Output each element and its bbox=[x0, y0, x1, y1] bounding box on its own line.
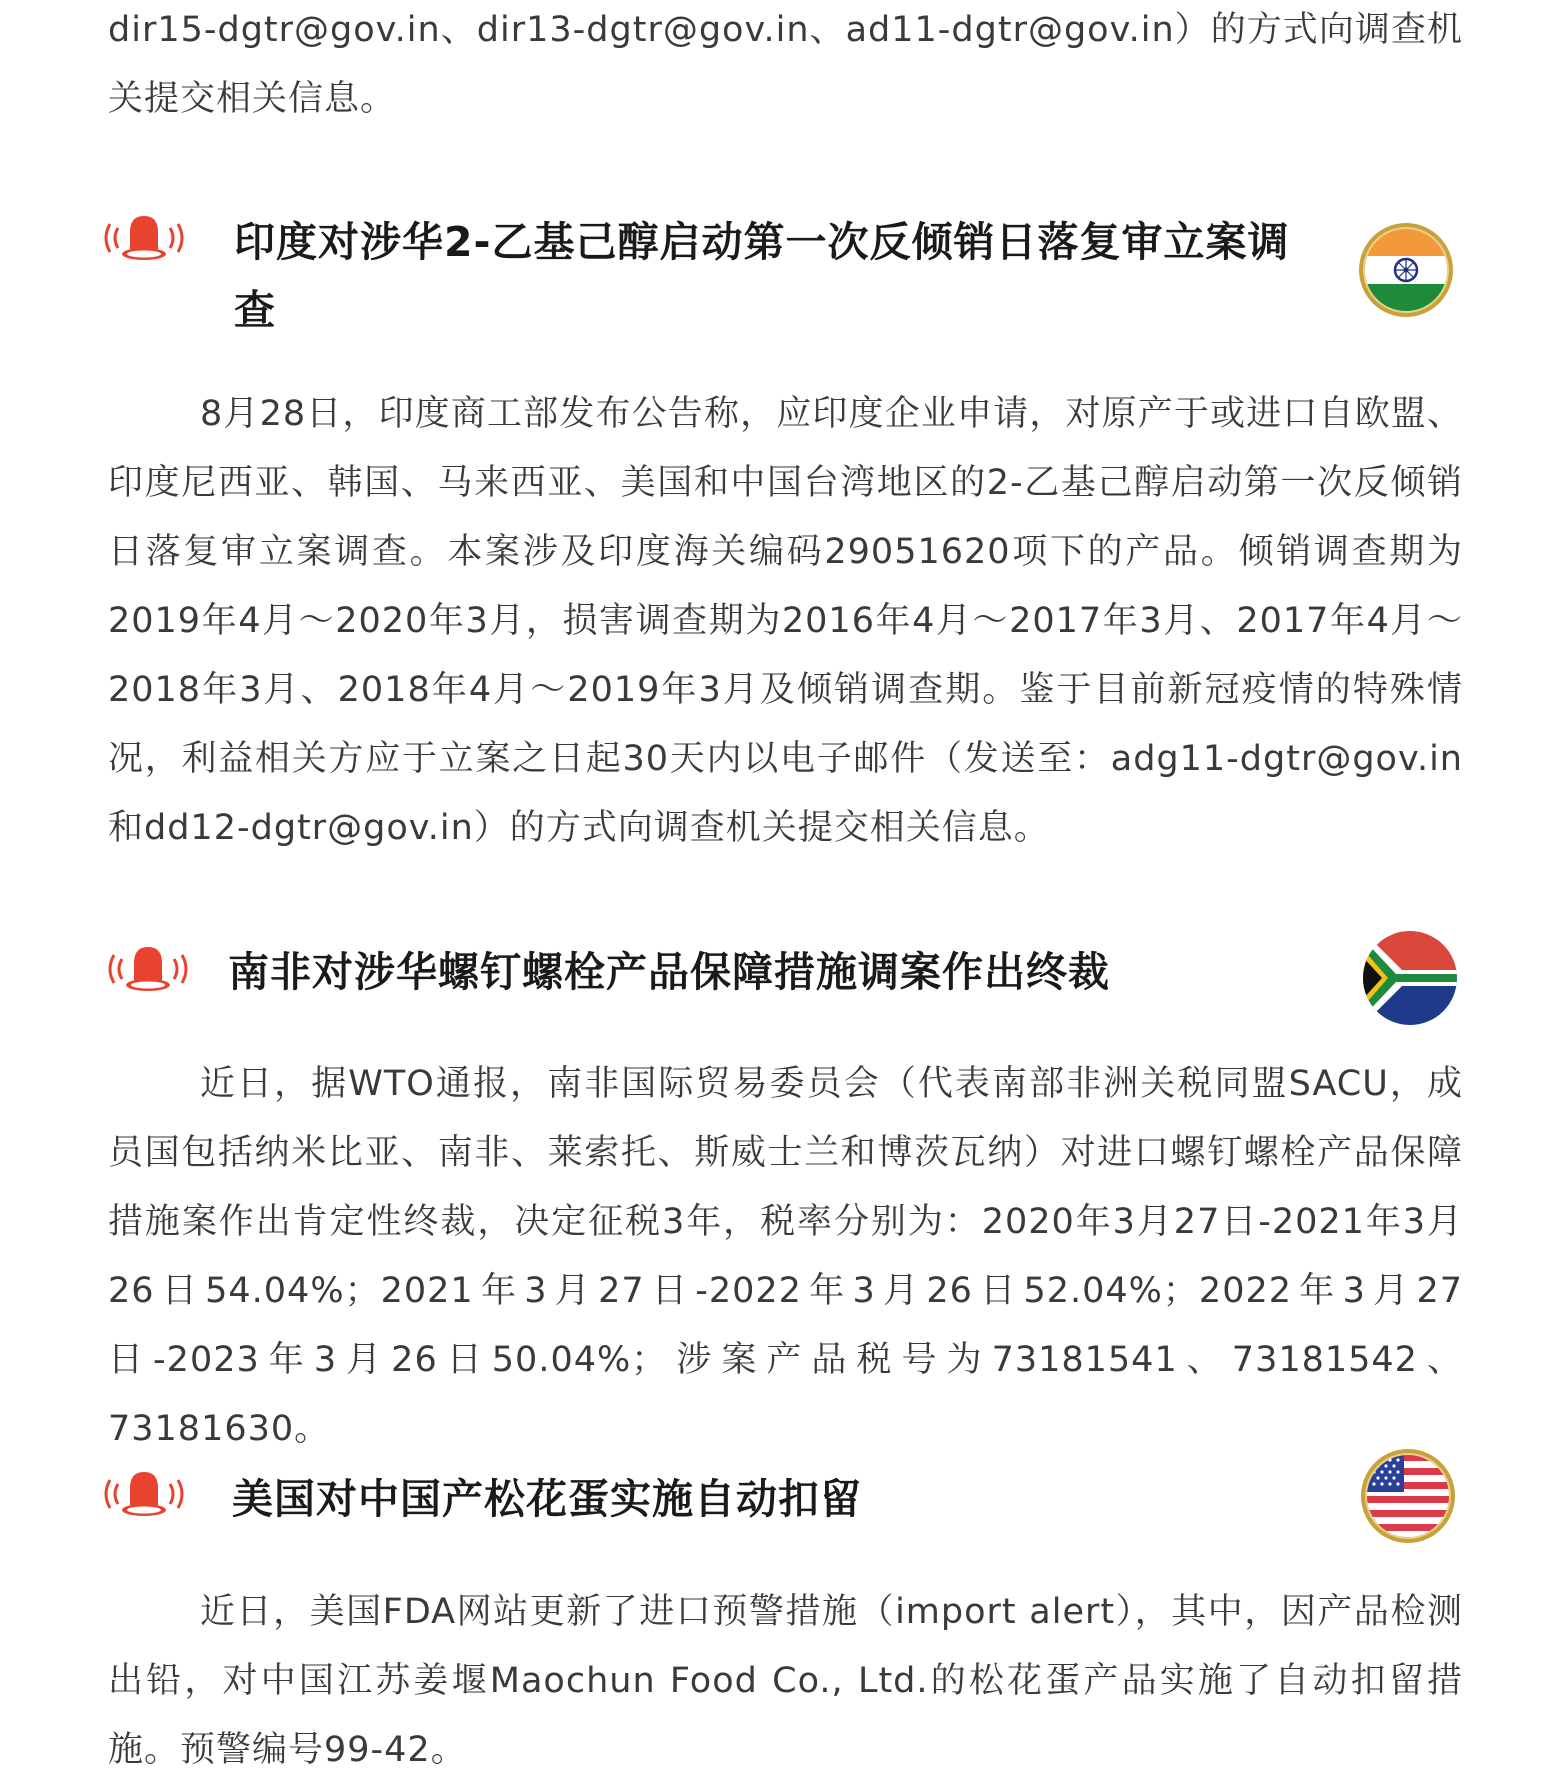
alarm-bell-icon bbox=[96, 1466, 192, 1522]
alarm-bell-icon bbox=[96, 210, 192, 266]
india-flag-icon bbox=[1358, 222, 1454, 318]
alarm-bell-icon bbox=[100, 941, 196, 997]
section-heading: 南非对涉华螺钉螺栓产品保障措施调案作出终裁 bbox=[228, 948, 1110, 996]
usa-flag-icon bbox=[1360, 1448, 1456, 1544]
intro-paragraph: dir15-dgtr@gov.in、dir13-dgtr@gov.in、ad11-dgtr@gov.in）的方式向调查机关提交相关信息。 bbox=[108, 10, 1463, 119]
section-heading: 印度对涉华2-乙基己醇启动第一次反倾销日落复审立案调查 bbox=[234, 218, 1290, 334]
section-heading: 美国对中国产松花蛋实施自动扣留 bbox=[232, 1475, 862, 1523]
south-africa-flag-icon bbox=[1362, 930, 1458, 1026]
section-body: 8月28日，印度商工部发布公告称，应印度企业申请，对原产于或进口自欧盟、印度尼西亚、韩国、马来西亚、美国和中国台湾地区的2-乙基己醇启动第一次反倾销日落复审立案调查。本案涉及印度海关编码29051620项下的产品。倾销调查期为2019年4月～2020年3月，损害调查期为2016年4月～2017年3月、2017年4月～2018年3月、2018年4月～2019年3月及倾销调查期。鉴于目前新冠疫情的特殊情况，利益相关方应于立案之日起30天内以电子邮件（发送至：adg11-dgtr@gov.in和dd12-dgtr@gov.in）的方式向调查机关提交相关信息。 bbox=[108, 394, 1463, 848]
section-body: 近日，美国FDA网站更新了进口预警措施（import alert），其中，因产品检测出铅，对中国江苏姜堰Maochun Food Co., Ltd.的松花蛋产品实施了自动扣留措施。预警编号99-42。 bbox=[108, 1592, 1463, 1770]
section-body: 近日，据WTO通报，南非国际贸易委员会（代表南部非洲关税同盟SACU，成员国包括纳米比亚、南非、莱索托、斯威士兰和博茨瓦纳）对进口螺钉螺栓产品保障措施案作出肯定性终裁，决定征税3年，税率分别为：2020年3月27日-2021年3月26日54.04%；2021年3月27日-2022年3月26日52.04%；2022年3月27日-2023年3月26日50.04%；涉案产品税号为73181541、73181542、73181630。 bbox=[108, 1064, 1463, 1449]
